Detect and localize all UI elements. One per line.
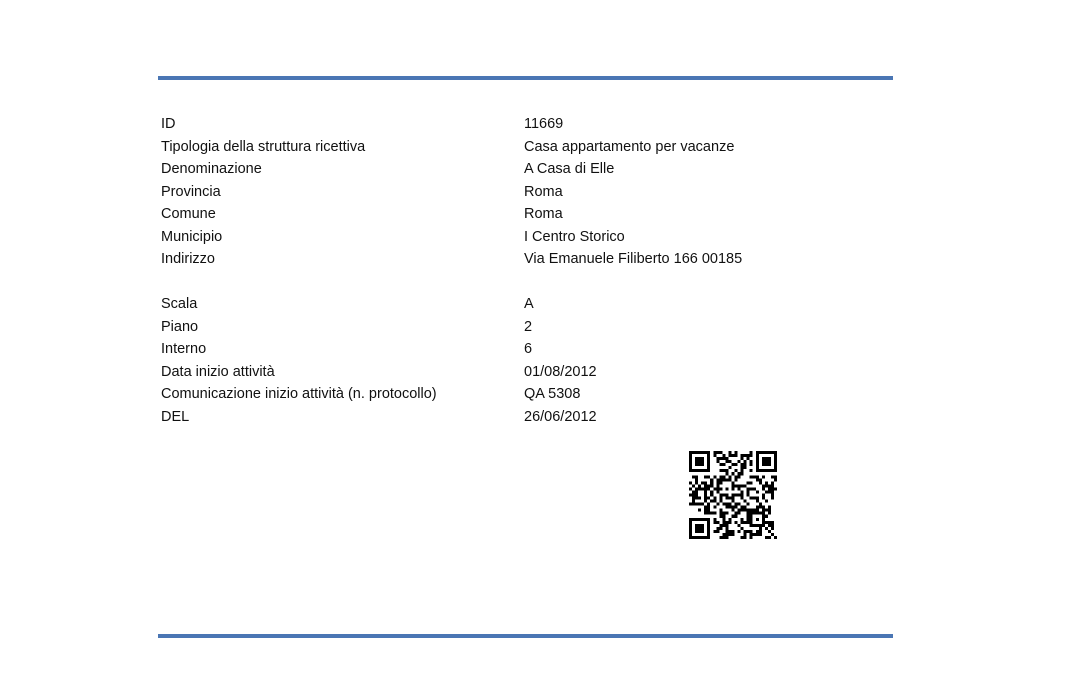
row-provincia <box>161 181 861 204</box>
value-data-inizio: 01/08/2012 <box>524 363 597 380</box>
value-municipio: I Centro Storico <box>524 228 625 245</box>
value-tipologia: Casa appartamento per vacanze <box>524 138 735 155</box>
row-blank <box>161 271 861 294</box>
value-comunicazione: QA 5308 <box>524 386 581 402</box>
value-del: 26/06/2012 <box>524 408 597 425</box>
top-rule <box>158 76 893 80</box>
label-provincia: Provincia <box>161 183 221 200</box>
label-del: DEL <box>161 408 190 425</box>
row-scala <box>161 293 861 316</box>
label-comunicazione: Comunicazione inizio attività (n. protocollo) <box>161 386 437 402</box>
qr-code-icon <box>689 451 777 539</box>
row-indirizzo <box>161 248 861 271</box>
label-data-inizio: Data inizio attività <box>161 363 275 380</box>
row-data-inizio <box>161 361 861 384</box>
value-comune: Roma <box>524 206 563 222</box>
label-id: ID <box>161 116 176 132</box>
bottom-rule <box>158 634 893 638</box>
label-indirizzo: Indirizzo <box>161 251 215 267</box>
row-comunicazione <box>161 383 861 406</box>
row-piano <box>161 316 861 339</box>
row-id <box>161 113 861 136</box>
label-municipio: Municipio <box>161 228 223 245</box>
value-scala: A <box>524 296 534 312</box>
label-tipologia: Tipologia della struttura ricettiva <box>161 138 366 155</box>
value-provincia: Roma <box>524 183 563 200</box>
row-municipio <box>161 226 861 249</box>
label-blank <box>161 271 524 294</box>
details-table <box>161 113 861 428</box>
row-comune <box>161 203 861 226</box>
value-id: 11669 <box>524 116 564 132</box>
row-tipologia <box>161 136 861 159</box>
label-scala: Scala <box>161 296 198 312</box>
label-comune: Comune <box>161 206 216 222</box>
label-interno: Interno <box>161 341 207 357</box>
value-blank <box>524 271 861 294</box>
row-denominazione <box>161 158 861 181</box>
value-denominazione: A Casa di Elle <box>524 161 615 177</box>
value-indirizzo: Via Emanuele Filiberto 166 00185 <box>524 251 743 267</box>
value-interno: 6 <box>524 341 533 357</box>
label-denominazione: Denominazione <box>161 161 262 177</box>
row-interno <box>161 338 861 361</box>
value-piano: 2 <box>524 318 533 335</box>
row-del <box>161 406 861 429</box>
label-piano: Piano <box>161 318 199 335</box>
